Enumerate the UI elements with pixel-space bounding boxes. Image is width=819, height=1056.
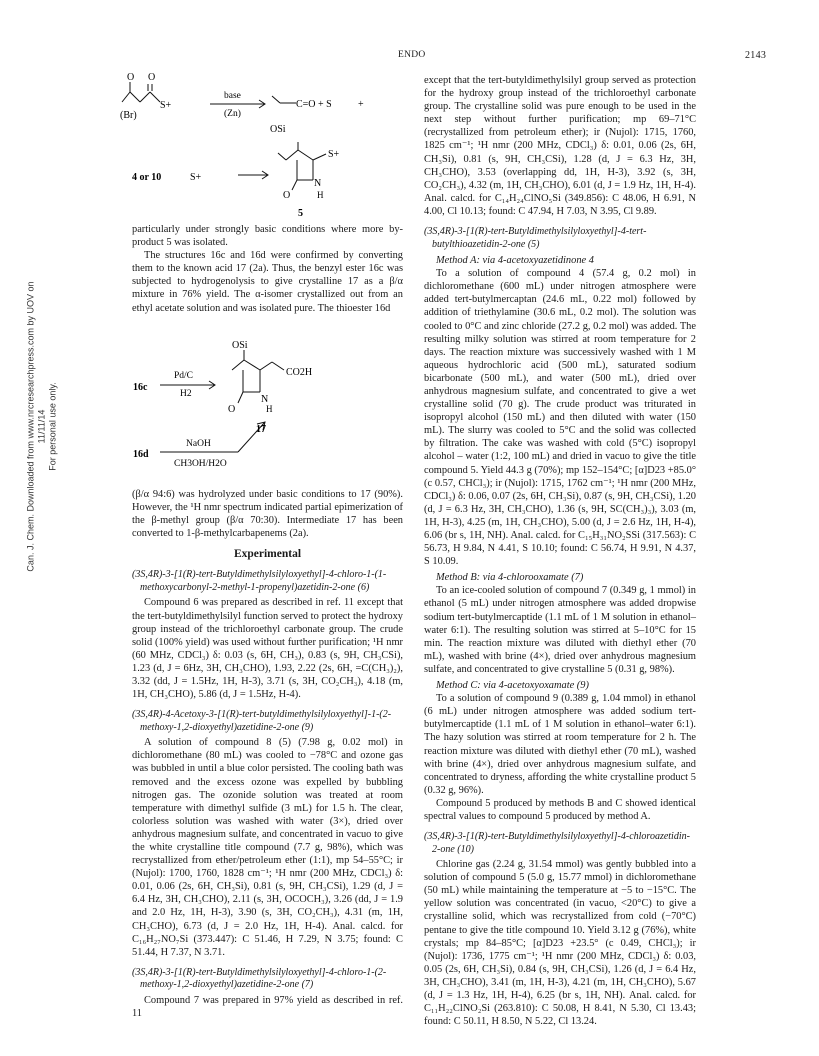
- osi-group-2: OSi: [232, 340, 248, 351]
- br-label: (Br): [120, 110, 137, 121]
- compound-7-title: (3S,4R)-3-[1(R)-tert-Butyldimethylsilyloxyethyl]-4-chloro-1-(2-methoxy-1,2-dioxyethyl)azetidine-2-one (7): [132, 966, 387, 991]
- compound-5-title: (3S,4R)-3-[1(R)-tert-Butyldimethylsilyloxyethyl]-4-tert-butylthioazetidin-2-one (5): [424, 226, 647, 250]
- left-column-lower: [132, 488, 403, 1020]
- reactant-label-4-10: 4 or 10: [132, 172, 162, 183]
- reaction-scheme-2: [120, 340, 410, 480]
- s-tbu: S+: [328, 149, 340, 160]
- compound-9-title: (3S,4R)-4-Acetoxy-3-[1(R)-tert-butyldimethylsilyloxyethyl]-1-(2-methoxy-1,2-dioxyethyl)azetidine-2-one (9): [132, 709, 392, 733]
- method-b-text: To an ice-cooled solution of compound 7 (0.349 g, 1 mmol) in ethanol (5 mL) under nitrogen atmosphere was added dropwise sodium tert-butylmercaptide (1.1 mL of 1 M solution in ethanol–water 6:1). The resulting solution was stirred at 5–10°C for 15 min. The reaction mixture was diluted with diethyl ether (70 mL), washed with brine (4×), dried over anhydrous magnesium sulfate, and concentrated to give crystalline 5 (0.31 g, 98%).: [424, 585, 696, 675]
- method-b-title: Method B: via 4-chlorooxamate (7): [436, 572, 584, 584]
- lactam-o-2: O: [228, 404, 236, 415]
- reactant-16d: 16d: [133, 449, 149, 460]
- lactam-o: O: [283, 190, 291, 201]
- watermark-line-2: For personal use only.: [47, 382, 58, 471]
- carbonyl-o-2: O: [148, 72, 156, 83]
- compound-6-title: (3S,4R)-3-[1(R)-tert-Butyldimethylsilyloxyethyl]-4-chloro-1-(1-methoxycarbonyl-2-methyl-1-propenyl)azetidin-2-one (6): [132, 569, 387, 593]
- nh-n: N: [314, 178, 322, 189]
- method-a-text: To a solution of compound 4 (57.4 g, 0.2 mol) in dichloromethane (600 mL) under nitrogen atmosphere were added tert-butylmercaptan (24.6 mL, 0.22 mol) followed by addition of triethylamine (30.6 mL, 0.2 mol). The solution was cooled to 0°C and zinc chloride (27.2 g, 0.2 mol) was added. The resulting milky solution was stirred at room temperature for 2 days. The reaction mixture was successively washed with 1 M aqueous hydrochloric acid (500 mL), saturated sodium bicarbonate (500 mL), and water (500 mL), dried over anhydrous magnesium sulfate, and concentrated to give a wet crystalline solid (70 g). The crude product was triturated in isopropyl alcohol (150 mL) and then diluted with water (150 mL). The slurry was cooled to 5°C and the solid was collected by filtration. The cake was washed with cold (5°C) isopropyl alcohol – water (1:2, 100 mL) and dried in vacuo to give the title compound 5. Yield 44.3 g (70%); mp 152–154°C; [α]D23 +85.0° (c 0.57, CHCl₃); ir (Nujol): 1715, 1762 cm⁻¹; ¹H nmr (200 MHz, CDCl₃) δ: 0.06, 0.07 (2s, 6H, CH₃Si), 0.87 (s, 9H, CH₃CSi), 1.20 (d, J = 6.3 Hz, 3H, CH₃CHO), 1.36 (s, 9H, SC(CH₃)₃), 3.03 (m, 1H, H-3), 4.25 (m, 1H, CH₃CHO), 5.00 (d, J = 2.6 Hz, 1H, H-4), 6.06 (br s, 1H, NH). Anal. calcd. for C₁₅H₃₁NO₂SSi (317.563): C 56.73, H 9.84, N 4.41, S 10.10; found: C 56.74, H 9.91, N 4.37, S 10.09.: [424, 268, 696, 568]
- section-experimental: Experimental: [233, 548, 302, 561]
- watermark-line-1: Can. J. Chem. Downloaded from www.nrcresearchpress.com by UOV on 11/11/14: [25, 281, 47, 572]
- reaction-scheme-1: [100, 70, 420, 220]
- compound-7-text: Compound 7 was prepared in 97% yield as described in ref. 11: [132, 994, 403, 1019]
- reagent-base: base: [224, 91, 241, 101]
- ketene-product: C=O + S: [296, 99, 332, 110]
- compound-5-label: 5: [298, 208, 303, 219]
- left-column-upper: [132, 223, 403, 315]
- co2h-group: CO2H: [286, 367, 313, 378]
- reactant-16c: 16c: [133, 382, 148, 393]
- reagent-solvent: CH3OH/H2O: [174, 459, 227, 469]
- page-number: 2143: [745, 50, 767, 61]
- download-watermark: [26, 267, 59, 587]
- method-c-text: To a solution of compound 9 (0.389 g, 1.04 mmol) in ethanol (6 mL) under nitrogen atmosphere was added sodium tert-butylmercaptide (1.1 mL of 1 M solution in ethanol–water 6:1). The hazy solution was stirred at room temperature for 2 h. The reaction mixture was diluted with diethyl ether (70 mL), washed with brine (4×), dried over anhydrous magnesium sulfate, and concentrated to dryness, affording the white crystalline product 5 (0.32 g, 96%).: [424, 693, 696, 796]
- thiolate-reagent: S+: [190, 172, 202, 183]
- paragraph-byproduct: particularly under strongly basic conditions where more by-product 5 was isolated.: [132, 224, 403, 249]
- reagent-h2: H2: [180, 389, 192, 399]
- carbonyl-o: O: [127, 72, 135, 83]
- reagent-naoh: NaOH: [186, 439, 211, 449]
- nh-h-2: H: [266, 404, 273, 414]
- paragraph-hydrolysis: (β/α 94:6) was hydrolyzed under basic conditions to 17 (90%). However, the ¹H nmr spectrum indicated partial epimerization of the β-methyl group (β/α 70:30). Intermediate 17 has been converted to 1-β-methylcarbapenems (2a).: [132, 489, 403, 540]
- paragraph-identical-spectra: Compound 5 produced by methods B and C showed identical spectral values to compound 5 produced by method A.: [424, 797, 696, 822]
- thioester-s: S+: [160, 100, 172, 111]
- method-a-title: Method A: via 4-acetoxyazetidinone 4: [436, 255, 594, 267]
- paragraph-structures: The structures 16c and 16d were confirmed by converting them to the known acid 17 (2a). Thus, the benzyl ester 16c was subjected to hydrogenolysis to give crystalline 17 as a β/α mixture in 76% yield. The α-isomer crystallized out from an ethyl acetate solution and was isolated pure. The thioester 16d: [132, 250, 403, 314]
- nh-h: H: [317, 190, 324, 200]
- compound-6-text: Compound 6 was prepared as described in ref. 11 except that the tert-butyldimethylsilyl function served to protect the hydroxy group instead of the trichloroethyl carbonate group. The crude solid (100% yield) was used without further purification; ¹H nmr (60 MHz, CDCl₃) δ: 0.03 (s, 6H, CH₃), 0.83 (s, 9H, CH₃CSi), 1.23 (d, J = 6Hz, 3H, CH₃CHO), 1.93, 2.22 (2s, 6H, =C(CH₃)₂), 3.32 (dd, J = 1.5Hz, 1H, H-3), 3.71 (s, 3H, CO₂CH₃), 4.18 (m, 1H, CH₃CHO), 5.86 (d, J = 1.5Hz, H-4).: [132, 597, 403, 701]
- compound-10-title: (3S,4R)-3-[1(R)-tert-Butyldimethylsilyloxyethyl]-4-chloroazetidin-2-one (10): [424, 831, 690, 855]
- paragraph-compound-7-cont: except that the tert-butyldimethylsilyl group served as protection for the hydroxy group instead of the trichloroethyl carbonate group. The crystalline solid was pure enough to be used in the next step without further purification; mp 69–71°C (recrystallized from petroleum ether); ir (Nujol): 1715, 1760, 1825 cm⁻¹; ¹H nmr (200 MHz, CDCl₃) δ: 0.01, 0.06 (2s, 6H, CH₃Si), 0.81 (s, 9H, CH₃CSi), 1.28 (d, J = 6.3 Hz, 3H, CH₃CHO), 3.53 (overlapping dd, 1H, H-3), 3.92 (s, 3H, CO₂CH₃), 4.32 (m, 1H, CH₃CHO), 6.01 (d, J = 1.9 Hz, 1H, H-4). Anal. calcd. for C₁₄H₂₄ClNO₅Si (349.856): C 48.06, H 6.91, N 4.00, Cl 10.13; found: C 47.94, H 7.03, N 3.95, Cl 9.89.: [424, 75, 696, 217]
- compound-17-label: 17: [256, 424, 266, 435]
- thiolate-plus: +: [358, 99, 364, 110]
- osi-group: OSi: [270, 124, 286, 135]
- reagent-zn: (Zn): [224, 109, 241, 119]
- right-column: [424, 74, 696, 1028]
- method-c-title: Method C: via 4-acetoxyoxamate (9): [436, 680, 589, 692]
- reagent-pdc: Pd/C: [174, 371, 194, 381]
- nh-n-2: N: [261, 394, 269, 405]
- running-header: ENDO: [398, 50, 426, 60]
- compound-9-text: A solution of compound 8 (5) (7.98 g, 0.02 mol) in dichloromethane (80 mL) was cooled to −78°C and ozone gas was bubbled in until a blue color persisted. The cooling bath was removed and the excess ozone was expelled by bubbling nitrogen gas. The ozonide solution was treated at room temperature with dimethyl sulfide (3 mL) for 1.5 h. The clear, colorless solution was washed with water (3×), dried over anhydrous magnesium sulfate, and concentrated in vacuo to give the white crystalline title compound (7.7 g, 98%), which was recrystallized from ether/petroleum ether (1:1), mp 54–55°C; ir (Nujol): 1700, 1760, 1828 cm⁻¹; ¹H nmr (200 MHz, CDCl₃) δ: 0.01, 0.06 (2s, 6H, CH₃Si), 0.81 (s, 9H, CH₃CSi), 1.29 (d, J = 6.4 Hz, 3H, CH₃CHO), 2.11 (s, 3H, OCOCH₃), 3.26 (dd, J = 1.9 and 2.0 Hz, 1H, H-3), 3.90 (s, 3H, CO₂CH₃), 4.31 (m, 1H, CH₃CHO), 6.73 (d, J = 2.0 Hz, 1H, H-4). Anal. calcd. for C₁₆H₂₇NO₇Si (373.447): C 51.46, H 7.29, N 3.75; found: C 51.44, H 7.37, N 3.71.: [132, 737, 403, 958]
- compound-10-text: Chlorine gas (2.24 g, 31.54 mmol) was gently bubbled into a solution of compound 5 (5.0 g, 15.77 mmol) in dichloromethane (50 mL) while maintaining the temperature at −5 to −15°C. The yellow solution was concentrated (in vacuo, <20°C) to give a crystalline solid, which was recrystallized from cold (−70°C) pentane to give the title compound 10. Yield 3.12 g (76%), white crystals; mp 84–85°C; [α]D23 +23.5° (c 0.49, CHCl₃); ir (Nujol): 1736, 1775 cm⁻¹; ¹H nmr (200 MHz, CDCl₃) δ: 0.03, 0.05 (2s, 6H, CH₃Si), 0.84 (s, 9H, CH₃CSi), 1.26 (d, J = 6.4 Hz, 3H, CH₃CHO), 3.41 (m, 1H, H-3), 4.21 (m, 1H, CH₃CHO), 5.67 (d, J = 1.3 Hz, 1H, H-4), 6.25 (br s, 1H, NH). Anal. calcd. for C₁₁H₂₂ClNO₂Si (263.810): C 50.08, H 8.41, N 5.30, Cl 13.43; found: C 50.11, H 8.50, N 5.22, Cl 13.24.: [424, 859, 696, 1028]
